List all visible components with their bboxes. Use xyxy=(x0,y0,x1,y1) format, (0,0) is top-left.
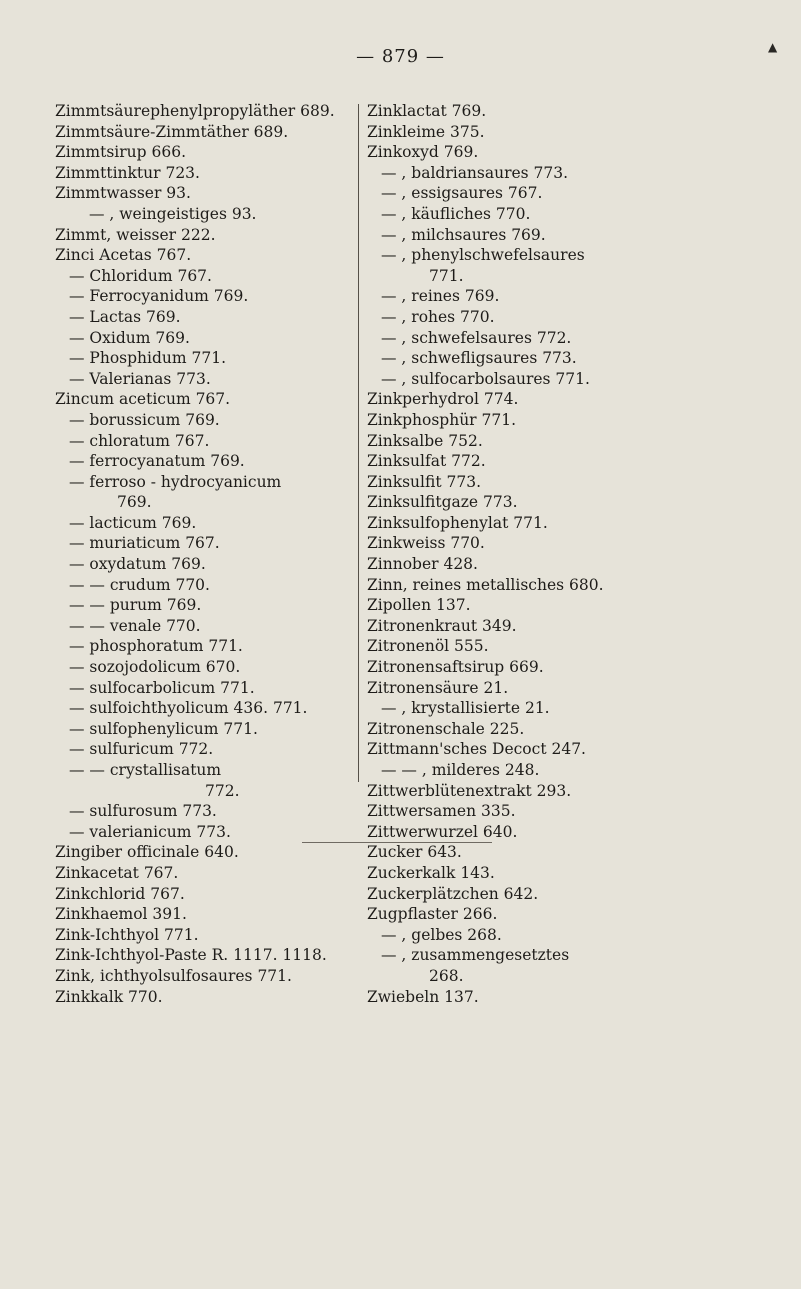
index-entry-text: Zincum aceticum 767. xyxy=(55,390,231,409)
index-entry-text: — — venale 770. xyxy=(69,616,201,635)
index-entry-text: — ferroso - hydrocyanicum xyxy=(69,472,282,491)
index-entry-text: Zimmtsäurephenylpropyläther 689. xyxy=(55,102,335,120)
index-entry-text: — muriaticum 767. xyxy=(69,534,220,553)
index-entry-text: — valerianicum 773. xyxy=(69,822,231,841)
index-entry xyxy=(55,636,355,657)
index-entry-text: Zinksulfitgaze 773. xyxy=(367,493,518,512)
index-entry xyxy=(367,389,747,410)
corner-mark: ▲ xyxy=(768,40,778,54)
index-entry-text: — , schwefligsaures 773. xyxy=(381,349,577,368)
index-entry xyxy=(55,698,355,719)
index-entry xyxy=(367,431,747,452)
index-entry xyxy=(367,533,747,554)
index-entry-text: 769. xyxy=(117,493,152,512)
index-entry xyxy=(367,781,747,802)
index-entry-text: Zitronenkraut 349. xyxy=(367,616,517,635)
index-entry xyxy=(367,369,747,390)
index-entry xyxy=(55,781,355,802)
index-entry-text: — , krystallisierte 21. xyxy=(381,699,550,718)
index-entry-text: Zittwersamen 335. xyxy=(367,802,516,821)
index-entry-text: 268. xyxy=(429,966,464,985)
index-entry-text: Zuckerkalk 143. xyxy=(367,863,495,882)
index-entry xyxy=(55,328,355,349)
index-entry-text: Zingiber officinale 640. xyxy=(55,843,239,862)
index-entry-text: — borussicum 769. xyxy=(69,410,220,429)
index-entry-text: Zinklactat 769. xyxy=(367,102,487,120)
index-entry-text: — phosphoratum 771. xyxy=(69,637,243,656)
index-entry xyxy=(55,801,355,822)
index-entry-text: — , phenylschwefelsaures xyxy=(381,246,585,265)
index-entry xyxy=(55,657,355,678)
index-entry-text: — , gelbes 268. xyxy=(381,925,502,944)
index-entry-text: Zipollen 137. xyxy=(367,596,471,615)
index-entry-text: — chloratum 767. xyxy=(69,431,210,450)
index-entry xyxy=(55,616,355,637)
index-entry xyxy=(367,142,747,163)
footer-rule xyxy=(302,842,492,843)
index-entry xyxy=(367,616,747,637)
index-entry xyxy=(55,245,355,266)
index-entry-text: Zink-Ichthyol 771. xyxy=(55,925,199,944)
index-entry xyxy=(367,245,747,266)
index-entry xyxy=(55,204,355,225)
index-entry xyxy=(55,183,355,204)
index-entry xyxy=(55,904,355,925)
index-entry xyxy=(367,204,747,225)
index-entry xyxy=(367,513,747,534)
index-entry xyxy=(55,554,355,575)
index-entry xyxy=(55,719,355,740)
index-entry-text: — , schwefelsaures 772. xyxy=(381,328,572,347)
index-entry xyxy=(55,739,355,760)
index-entry-text: Zinkweiss 770. xyxy=(367,534,485,553)
index-column-right xyxy=(367,101,747,1007)
index-entry-text: — — , milderes 248. xyxy=(381,761,540,779)
index-entry xyxy=(55,286,355,307)
index-entry xyxy=(367,286,747,307)
index-entry-text: Zinkhaemol 391. xyxy=(55,905,187,924)
index-entry xyxy=(367,678,747,699)
index-entry-text: Zimmt, weisser 222. xyxy=(55,225,216,244)
index-entry-text: — Valerianas 773. xyxy=(69,369,211,388)
index-entry xyxy=(55,410,355,431)
index-entry-text: Zitronenöl 555. xyxy=(367,637,489,656)
index-entry-text: Zimmtsirup 666. xyxy=(55,143,187,162)
index-entry xyxy=(367,307,747,328)
index-entry-text: — sulfophenylicum 771. xyxy=(69,719,258,738)
index-entry xyxy=(367,183,747,204)
index-entry xyxy=(367,328,747,349)
index-entry-text: Zittwerblütenextrakt 293. xyxy=(367,781,572,800)
index-entry xyxy=(55,122,355,143)
index-entry xyxy=(55,348,355,369)
index-entry-text: Zitronensäure 21. xyxy=(367,678,509,697)
index-entry-text: — , zusammengesetztes xyxy=(381,946,570,965)
index-entry xyxy=(367,122,747,143)
index-entry xyxy=(367,575,747,596)
index-entry xyxy=(367,863,747,884)
index-entry xyxy=(367,719,747,740)
index-entry xyxy=(367,698,747,719)
index-entry xyxy=(55,369,355,390)
index-entry-text: — lacticum 769. xyxy=(69,513,197,532)
index-entry xyxy=(367,225,747,246)
index-entry-text: Zinksulfat 772. xyxy=(367,452,486,471)
index-entry xyxy=(367,657,747,678)
index-entry xyxy=(367,739,747,760)
index-entry-text: Zinkoxyd 769. xyxy=(367,143,479,162)
index-entry xyxy=(55,142,355,163)
index-entry xyxy=(55,431,355,452)
index-entry-text: Zinci Acetas 767. xyxy=(55,246,192,265)
index-entry-text: Zinkphosphür 771. xyxy=(367,410,517,429)
index-entry xyxy=(367,163,747,184)
index-entry xyxy=(55,822,355,843)
index-entry-text: Zittmann'sches Decoct 247. xyxy=(367,740,586,759)
index-entry-text: Zinksulfophenylat 771. xyxy=(367,513,548,532)
index-entry-text: — ferrocyanatum 769. xyxy=(69,452,245,471)
index-entry-text: — Ferrocyanidum 769. xyxy=(69,287,249,306)
index-entry-text: Zucker 643. xyxy=(367,843,462,862)
index-entry-text: — sozojodolicum 670. xyxy=(69,658,241,677)
index-entry-text: — , käufliches 770. xyxy=(381,204,531,223)
index-entry-text: Zugpflaster 266. xyxy=(367,905,498,924)
index-entry-text: — , milchsaures 769. xyxy=(381,225,546,244)
index-entry xyxy=(55,945,355,966)
index-entry-text: Zittwerwurzel 640. xyxy=(367,822,518,841)
column-divider xyxy=(358,104,359,782)
index-entry-text: 771. xyxy=(429,266,464,285)
index-entry-text: — oxydatum 769. xyxy=(69,555,206,574)
index-entry xyxy=(367,966,747,987)
index-entry-text: Zinkacetat 767. xyxy=(55,863,179,882)
index-entry xyxy=(55,966,355,987)
index-entry-text: — — crystallisatum xyxy=(69,761,222,779)
index-entry-text: — sulfoichthyolicum 436. 771. xyxy=(69,699,308,718)
index-entry xyxy=(367,884,747,905)
index-entry-text: — Chloridum 767. xyxy=(69,266,212,285)
index-entry-text: Zinkchlorid 767. xyxy=(55,884,185,903)
index-entry xyxy=(367,266,747,287)
index-entry xyxy=(367,595,747,616)
index-entry-text: Zitronensaftsirup 669. xyxy=(367,658,544,677)
index-entry-text: Zitronenschale 225. xyxy=(367,719,525,738)
index-entry xyxy=(367,410,747,431)
index-entry-text: Zinksalbe 752. xyxy=(367,431,483,450)
page-number: — 879 — xyxy=(356,46,445,67)
index-entry-text: — , baldriansaures 773. xyxy=(381,163,569,182)
index-entry-text: — sulfocarbolicum 771. xyxy=(69,678,255,697)
index-entry xyxy=(55,842,355,863)
index-entry xyxy=(367,801,747,822)
index-entry xyxy=(55,575,355,596)
index-entry-text: Zimmtsäure-Zimmtäther 689. xyxy=(55,122,289,141)
index-entry-text: — , reines 769. xyxy=(381,287,500,306)
index-entry xyxy=(367,101,747,122)
index-entry-text: — , weingeistiges 93. xyxy=(89,204,257,223)
index-entry xyxy=(367,945,747,966)
index-entry xyxy=(55,533,355,554)
index-entry xyxy=(367,822,747,843)
index-entry xyxy=(55,760,355,781)
index-entry xyxy=(55,307,355,328)
index-entry xyxy=(55,472,355,493)
index-entry-text: — — purum 769. xyxy=(69,596,202,615)
index-entry xyxy=(367,451,747,472)
index-column-left xyxy=(55,101,355,1007)
index-entry-text: — , sulfocarbolsaures 771. xyxy=(381,369,590,388)
index-entry xyxy=(55,492,355,513)
index-entry-text: — Phosphidum 771. xyxy=(69,349,227,368)
index-entry-text: Zwiebeln 137. xyxy=(367,987,479,1006)
index-entry-text: Zimmttinktur 723. xyxy=(55,163,200,182)
index-entry-text: Zinnober 428. xyxy=(367,555,478,574)
index-entry xyxy=(55,513,355,534)
index-entry xyxy=(367,348,747,369)
index-entry xyxy=(55,163,355,184)
index-entry xyxy=(55,678,355,699)
index-entry-text: — Lactas 769. xyxy=(69,307,181,326)
index-entry-text: Zinkleime 375. xyxy=(367,122,485,141)
index-entry-text: — Oxidum 769. xyxy=(69,328,190,347)
index-entry xyxy=(55,225,355,246)
index-entry xyxy=(55,595,355,616)
index-entry-text: 772. xyxy=(205,781,240,800)
index-entry-text: Zinksulfit 773. xyxy=(367,472,482,491)
index-entry xyxy=(367,492,747,513)
index-entry xyxy=(367,987,747,1008)
index-entry-text: Zinkkalk 770. xyxy=(55,987,163,1006)
index-entry xyxy=(367,472,747,493)
index-entry xyxy=(55,884,355,905)
index-entry-text: — sulfurosum 773. xyxy=(69,802,217,821)
index-entry xyxy=(367,842,747,863)
index-entry-text: Zuckerplätzchen 642. xyxy=(367,884,539,903)
index-entry-text: — , rohes 770. xyxy=(381,307,495,326)
index-entry xyxy=(55,451,355,472)
index-entry xyxy=(55,987,355,1008)
index-entry xyxy=(55,925,355,946)
index-entry-text: — — crudum 770. xyxy=(69,575,210,594)
index-entry xyxy=(367,925,747,946)
index-entry-text: Zinn, reines metallisches 680. xyxy=(367,575,604,594)
index-entry xyxy=(55,101,355,122)
index-entry-text: — , essigsaures 767. xyxy=(381,184,543,203)
index-entry-text: — sulfuricum 772. xyxy=(69,740,214,759)
index-entry xyxy=(55,266,355,287)
index-entry xyxy=(367,760,747,781)
index-entry-text: Zimmtwasser 93. xyxy=(55,184,191,203)
index-entry-text: Zinkperhydrol 774. xyxy=(367,390,519,409)
index-entry xyxy=(55,863,355,884)
index-entry xyxy=(367,904,747,925)
index-entry xyxy=(367,636,747,657)
index-entry-text: Zink, ichthyolsulfosaures 771. xyxy=(55,966,292,985)
index-entry xyxy=(55,389,355,410)
index-entry xyxy=(367,554,747,575)
index-entry-text: Zink-Ichthyol-Paste R. 1117. 1118. xyxy=(55,946,327,965)
